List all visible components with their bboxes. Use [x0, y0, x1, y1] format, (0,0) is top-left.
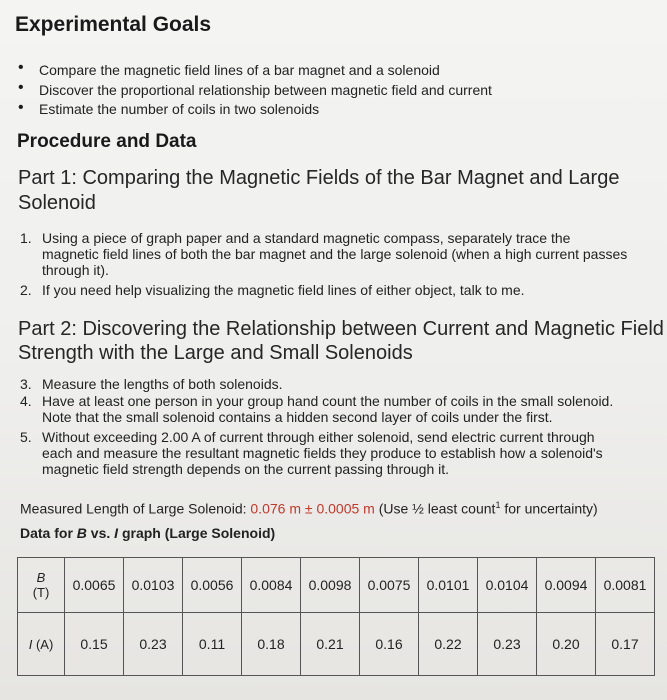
b-header-cell [18, 558, 65, 613]
step-number: 3. [20, 376, 32, 392]
bullet-icon: • [18, 99, 24, 116]
b-cell: 0.0098 [301, 558, 360, 613]
b-cell: 0.0104 [478, 558, 537, 613]
b-cell: 0.0056 [183, 558, 242, 613]
caption-var-b: B [76, 525, 87, 541]
table-row-b [18, 558, 655, 613]
uncertainty-note-end: for uncertainty) [500, 500, 598, 517]
step-number: 1. [20, 230, 32, 246]
step-text: Measure the lengths of both solenoids. [42, 376, 283, 392]
b-label: B [36, 570, 46, 585]
i-cell: 0.21 [301, 613, 360, 676]
goals-heading: Experimental Goals [15, 13, 212, 36]
caption-var-i: I [114, 525, 119, 541]
b-cell: 0.0081 [596, 558, 655, 613]
step-text: Note that the small solenoid contains a hidden second layer of coils under the first. [42, 409, 553, 425]
i-cell: 0.20 [537, 613, 596, 676]
step-number: 4. [20, 393, 32, 409]
data-table [17, 557, 655, 676]
procedure-heading: Procedure and Data [17, 131, 197, 152]
bullet-icon: • [18, 59, 24, 76]
part1-heading-cont: Solenoid [18, 192, 96, 214]
step-text: Have at least one person in your group hand count the number of coils in the small solenoid. [42, 393, 614, 409]
table-caption [20, 525, 275, 541]
b-cell: 0.0103 [124, 558, 183, 613]
table-row-i [18, 613, 655, 676]
b-cell: 0.0101 [419, 558, 478, 613]
bullet-icon: • [18, 79, 24, 96]
goal-item: Discover the proportional relationship between magnetic field and current [39, 82, 492, 98]
b-cell: 0.0084 [242, 558, 301, 613]
i-cell: 0.11 [183, 613, 242, 676]
measured-length-line [20, 497, 598, 517]
i-unit: (A) [32, 636, 54, 652]
i-header-cell [18, 613, 65, 676]
step-text: each and measure the resultant magnetic fields they produce to establish how a solenoid's [42, 445, 603, 461]
step-text: If you need help visualizing the magnetic field lines of either object, talk to me. [42, 282, 525, 298]
i-cell: 0.23 [124, 613, 183, 676]
footnote-mark: 1 [495, 500, 501, 510]
step-number: 2. [20, 282, 32, 298]
part1-heading: Part 1: Comparing the Magnetic Fields of the Bar Magnet and Large [18, 167, 620, 189]
goal-item: Compare the magnetic field lines of a bar magnet and a solenoid [39, 62, 440, 78]
i-cell: 0.17 [596, 613, 655, 676]
caption-text: graph (Large Solenoid) [118, 525, 276, 541]
b-cell: 0.0075 [360, 558, 419, 613]
b-cell: 0.0065 [65, 558, 124, 613]
b-cell: 0.0094 [537, 558, 596, 613]
measured-length-value: 0.076 m ± 0.0005 m [250, 500, 375, 517]
goal-item: Estimate the number of coils in two solenoids [39, 101, 320, 117]
part2-heading-cont: Strength with the Large and Small Solenoids [18, 342, 413, 364]
step-text: Without exceeding 2.00 A of current through either solenoid, send electric current through [42, 429, 595, 445]
caption-text: vs. [86, 525, 115, 541]
step-text: magnetic field strength depends on the current passing through it. [42, 461, 450, 477]
i-cell: 0.22 [419, 613, 478, 676]
i-label: I [28, 636, 33, 652]
step-text: Using a piece of graph paper and a standard magnetic compass, separately trace the [42, 230, 571, 246]
step-number: 5. [20, 429, 32, 445]
i-cell: 0.18 [242, 613, 301, 676]
i-cell: 0.16 [360, 613, 419, 676]
caption-text: Data for [20, 525, 77, 541]
step-text: through it). [42, 262, 109, 278]
i-cell: 0.15 [65, 613, 124, 676]
measured-length-label: Measured Length of Large Solenoid: [20, 500, 251, 517]
part2-heading: Part 2: Discovering the Relationship between Current and Magnetic Field [18, 318, 664, 340]
b-unit: (T) [32, 585, 50, 600]
i-cell: 0.23 [478, 613, 537, 676]
step-text: magnetic field lines of both the bar magnet and the large solenoid (when a high current passes [42, 246, 628, 262]
uncertainty-note: (Use ½ least count [374, 500, 496, 517]
